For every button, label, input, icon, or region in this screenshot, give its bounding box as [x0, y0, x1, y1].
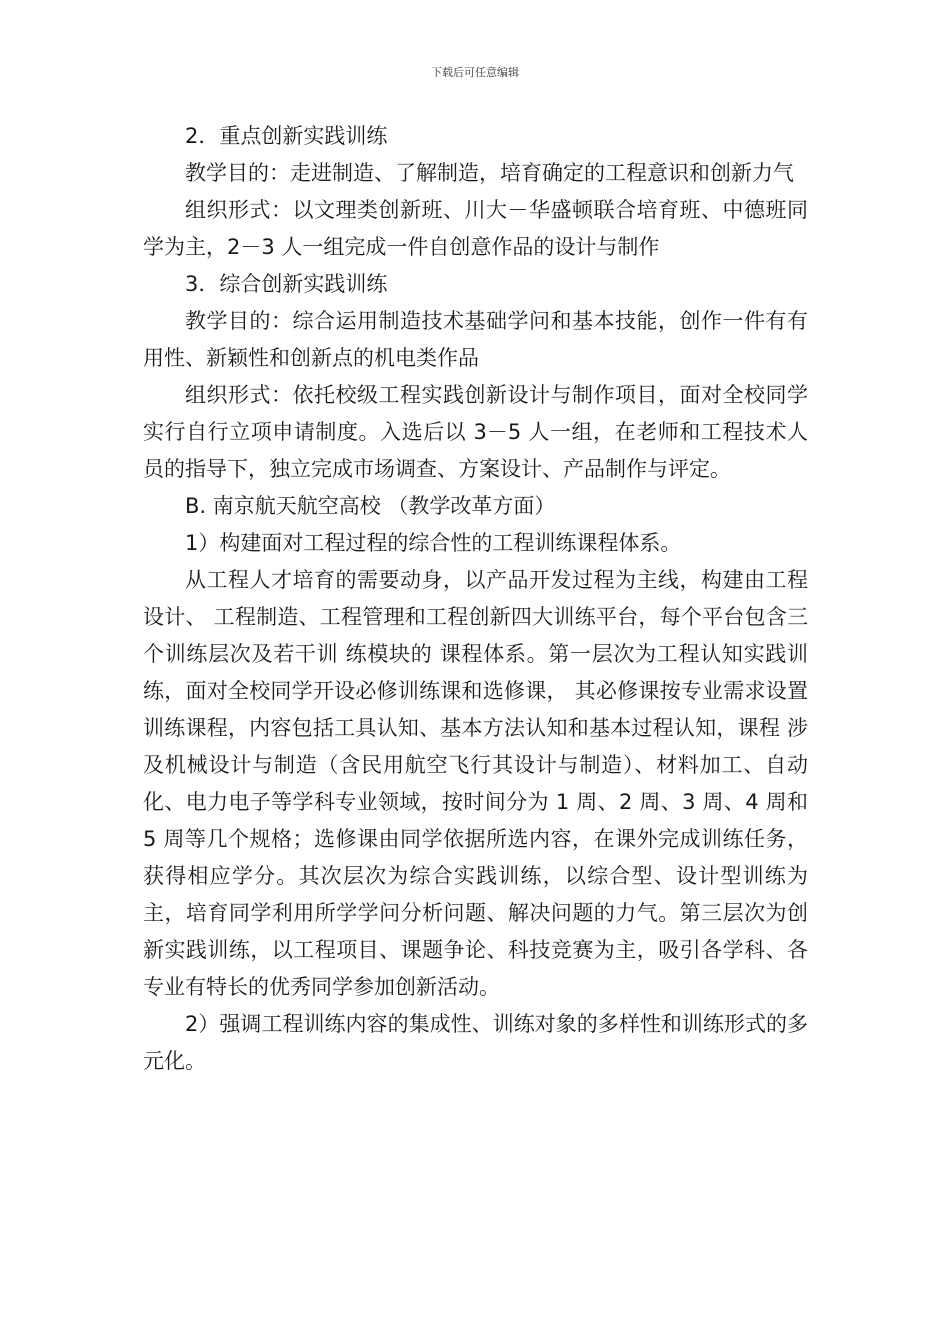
- paragraph: 从工程人才培育的需要动身，以产品开发过程为主线，构建由工程设计、 工程制造、工程管理和工程创新四大训练平台，每个平台包含三个训练层次及若干训 练模块的 课程体系。第一层次为工程认知实践训练，面对全校同学开设必修训练课和选修课， 其必修课按专业需求设置训练课程，内容包括工具认知、基本方法认知和基本过程认知，课程 涉及机械设计与制造（含民用航空飞行其设计与制造）、材料加工、自动化、电力电子等学科专业领域，按时间分为 1 周、2 周、3 周、4 周和 5 周等几个规格；选修课由同学依据所选内容，在课外完成训练任务，获得相应学分。其次层次为综合实践训练，以综合型、设计型训练为主，培育同学利用所学学问分析问题、解决问题的力气。第三层次为创新实践训练，以工程项目、课题争论、科技竞赛为主，吸引各学科、各专业有特长的优秀同学参加创新活动。: [143, 568, 808, 999]
- document-body: [143, 118, 808, 1080]
- paragraph: 教学目的：综合运用制造技术基础学问和基本技能，创作一件有有用性、新颖性和创新点的机电类作品: [143, 309, 808, 370]
- paragraph: 1）构建面对工程过程的综合性的工程训练课程体系。: [185, 531, 682, 555]
- paragraph: 2）强调工程训练内容的集成性、训练对象的多样性和训练形式的多元化。: [143, 1012, 808, 1073]
- paragraph: 教学目的：走进制造、了解制造，培育确定的工程意识和创新力气: [185, 161, 794, 185]
- section-heading: B. 南京航天航空高校 （教学改革方面）: [185, 494, 556, 518]
- paragraph: 组织形式：依托校级工程实践创新设计与制作项目，面对全校同学实行自行立项申请制度。入选后以 3－5 人一组，在老师和工程技术人员的指导下，独立完成市场调查、方案设计、产品制作与评定。: [143, 383, 808, 481]
- section-heading: 2．重点创新实践训练: [185, 124, 388, 148]
- page-header: 下载后可任意编辑: [431, 66, 519, 79]
- section-heading: 3．综合创新实践训练: [185, 272, 388, 296]
- paragraph: 组织形式：以文理类创新班、川大－华盛顿联合培育班、中德班同学为主，2－3 人一组完成一件自创意作品的设计与制作: [143, 198, 808, 259]
